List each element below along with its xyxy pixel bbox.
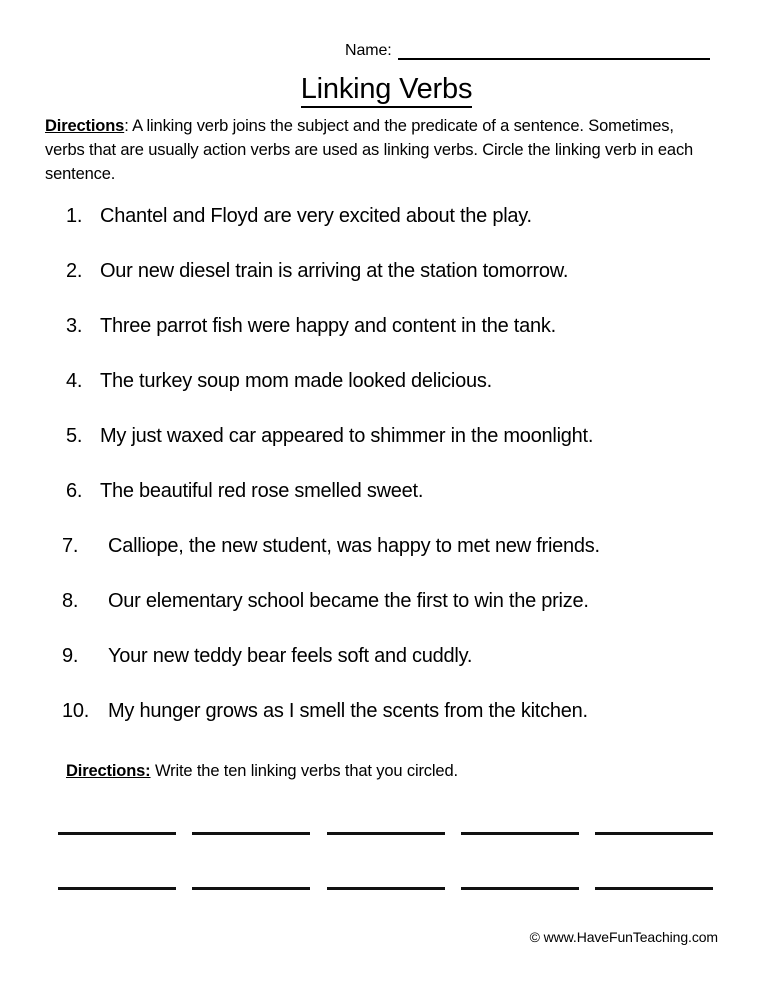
question-number: 5. (66, 425, 83, 447)
answer-blank[interactable] (192, 832, 310, 835)
question-number: 10. (62, 700, 90, 722)
question-text[interactable]: My just waxed car appeared to shimmer in the moonlight. (100, 425, 594, 447)
question-item-10 (0, 698, 773, 753)
question-item-9 (0, 643, 773, 698)
name-input-line[interactable] (398, 44, 710, 60)
answer-blank[interactable] (327, 832, 445, 835)
answer-blank[interactable] (192, 887, 310, 890)
page-title (0, 72, 773, 106)
directions-top (45, 114, 710, 186)
directions-top-label: Directions (45, 117, 125, 135)
answer-blank[interactable] (58, 832, 176, 835)
answer-blank[interactable] (327, 887, 445, 890)
question-number: 3. (66, 315, 83, 337)
directions-top-text: A linking verb joins the subject and the predicate of a sentence. Sometimes, verbs that are usually action verbs are used as linking verbs. Circle the linking verb in each sentence. (45, 117, 694, 183)
answer-blank[interactable] (58, 887, 176, 890)
question-text[interactable]: Our elementary school became the first to win the prize. (108, 590, 589, 612)
directions-top-separator: : (124, 117, 129, 135)
question-text[interactable]: Calliope, the new student, was happy to met new friends. (108, 535, 600, 557)
question-item-2 (0, 258, 773, 313)
question-item-7 (0, 533, 773, 588)
name-field-row (345, 42, 710, 60)
directions-bottom-text: Write the ten linking verbs that you circled. (150, 762, 458, 780)
question-text[interactable]: The beautiful red rose smelled sweet. (100, 480, 424, 502)
question-text[interactable]: My hunger grows as I smell the scents from the kitchen. (108, 700, 588, 722)
question-number: 8. (62, 590, 79, 612)
question-text[interactable]: Chantel and Floyd are very excited about the play. (100, 205, 532, 227)
question-item-8 (0, 588, 773, 643)
question-number: 1. (66, 205, 83, 227)
answer-blank-row-1 (58, 832, 713, 835)
question-text[interactable]: Our new diesel train is arriving at the station tomorrow. (100, 260, 569, 282)
answer-blank[interactable] (595, 832, 713, 835)
question-list (0, 203, 773, 753)
question-item-5 (0, 423, 773, 478)
question-number: 4. (66, 370, 83, 392)
question-item-6 (0, 478, 773, 533)
answer-blank[interactable] (461, 832, 579, 835)
name-label: Name: (345, 42, 392, 59)
footer-copyright: © www.HaveFunTeaching.com (529, 929, 718, 945)
question-number: 9. (62, 645, 79, 667)
question-number: 7. (62, 535, 79, 557)
question-text[interactable]: The turkey soup mom made looked delicious. (100, 370, 492, 392)
question-number: 2. (66, 260, 83, 282)
directions-bottom-label: Directions: (66, 762, 151, 780)
directions-bottom (66, 760, 458, 782)
question-number: 6. (66, 480, 83, 502)
answer-blank-row-2 (58, 887, 713, 890)
question-item-1 (0, 203, 773, 258)
question-item-3 (0, 313, 773, 368)
question-item-4 (0, 368, 773, 423)
answer-blank[interactable] (461, 887, 579, 890)
page-title-text: Linking Verbs (301, 73, 473, 108)
question-text[interactable]: Your new teddy bear feels soft and cuddly. (108, 645, 473, 667)
question-text[interactable]: Three parrot fish were happy and content in the tank. (100, 315, 556, 337)
answer-blank[interactable] (595, 887, 713, 890)
